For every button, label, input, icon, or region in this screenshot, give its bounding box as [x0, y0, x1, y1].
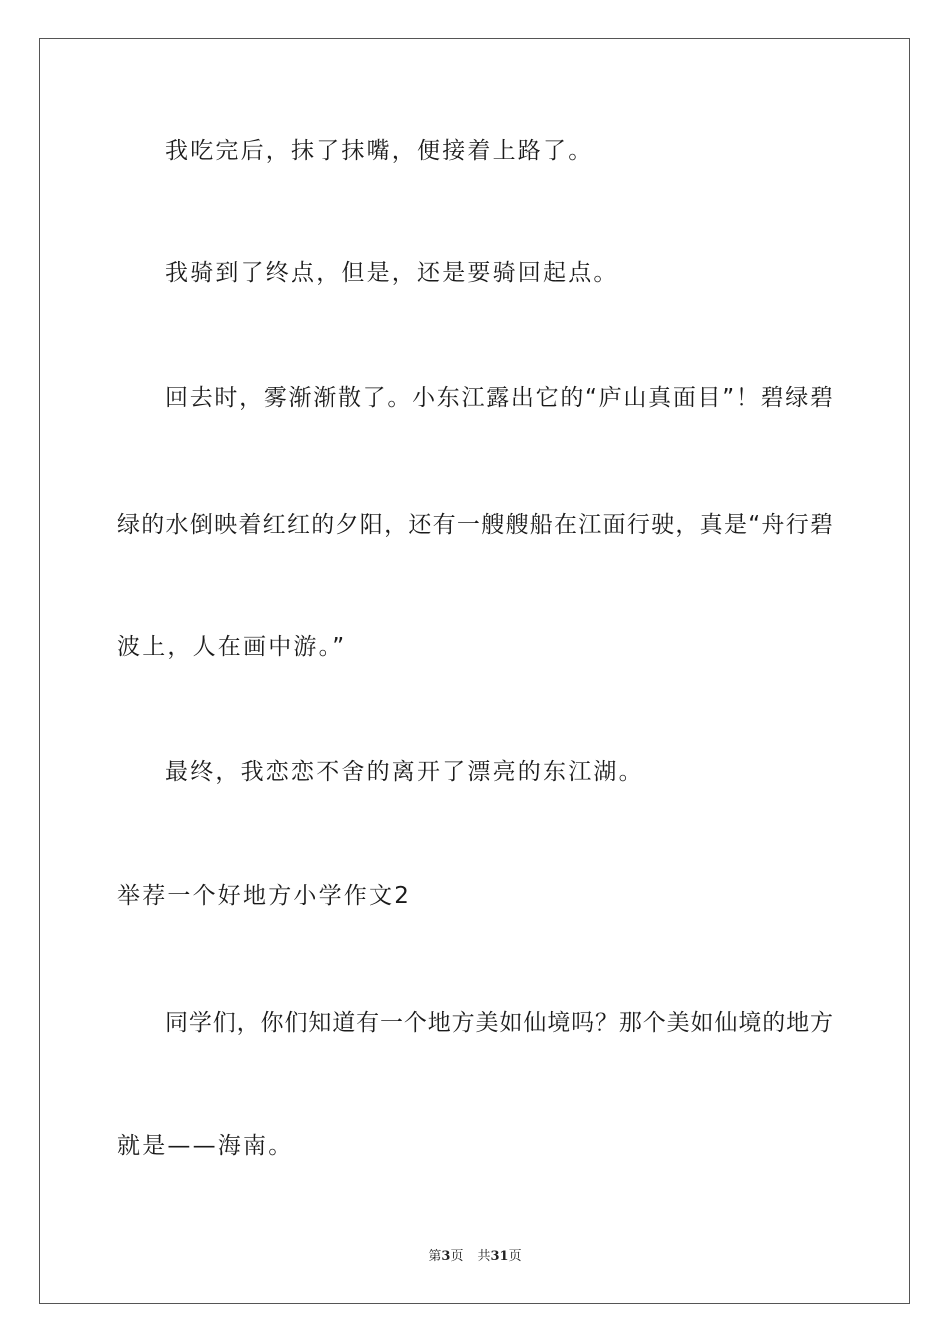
page-suffix: 页: [450, 1249, 464, 1264]
total-prefix: 共: [477, 1249, 491, 1264]
page-number: 3: [441, 1249, 451, 1264]
paragraph-line-6: 最终，我恋恋不舍的离开了漂亮的东江湖。: [165, 759, 644, 785]
paragraph-line-7: 同学们，你们知道有一个地方美如仙境吗？那个美如仙境的地方: [165, 1010, 833, 1036]
total-pages: 31: [490, 1249, 509, 1264]
paragraph-line-5: 波上，人在画中游。”: [117, 634, 347, 660]
paragraph-line-2: 我骑到了终点，但是，还是要骑回起点。: [165, 260, 619, 286]
paragraph-line-8: 就是——海南。: [117, 1133, 294, 1159]
page-footer: [0, 1248, 950, 1266]
paragraph-line-1: 我吃完后，抹了抹嘴，便接着上路了。: [165, 138, 594, 164]
paragraph-line-3: 回去时，雾渐渐散了。小东江露出它的“庐山真面目”！碧绿碧: [165, 385, 833, 411]
total-suffix: 页: [508, 1249, 522, 1264]
paragraph-line-4: 绿的水倒映着红红的夕阳，还有一艘艘船在江面行驶，真是“舟行碧: [117, 512, 833, 538]
section-heading: 举荐一个好地方小学作文2: [117, 883, 412, 909]
page-prefix: 第: [428, 1249, 442, 1264]
page-frame: [39, 38, 910, 1304]
